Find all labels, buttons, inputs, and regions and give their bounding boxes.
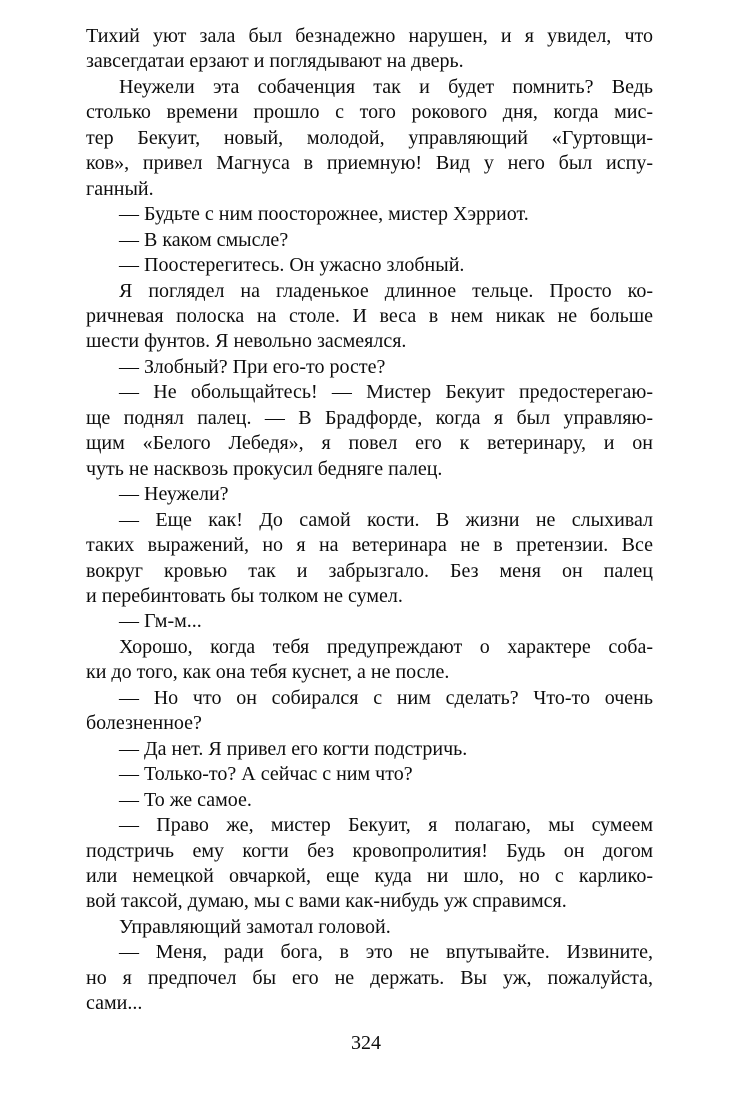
text-line: ричневая полоска на столе. И веса в нем никак не больше bbox=[86, 304, 653, 327]
text-line: Хорошо, когда тебя предупреждают о характере соба- bbox=[119, 635, 653, 658]
text-line: подстричь ему когти без кровопролития! Будь он догом bbox=[86, 839, 653, 862]
text-line: — Неужели? bbox=[119, 483, 229, 506]
text-line: но я предпочел бы его не держать. Вы уж, пожалуйста, bbox=[86, 966, 653, 989]
text-line: ганный. bbox=[86, 177, 154, 200]
text-line: ков», привел Магнуса в приемную! Вид у него был испу- bbox=[86, 152, 653, 175]
text-line: — Но что он собирался с ним сделать? Что-то очень bbox=[119, 686, 653, 709]
text-line: ки до того, как она тебя куснет, а не после. bbox=[86, 661, 450, 684]
text-line: — Не обольщайтесь! — Мистер Бекуит предостерегаю- bbox=[119, 381, 653, 404]
text-line: Управляющий замотал головой. bbox=[119, 915, 391, 938]
text-line: шести фунтов. Я невольно засмеялся. bbox=[86, 330, 407, 353]
text-line: тер Бекуит, новый, молодой, управляющий «Гуртовщи- bbox=[86, 126, 653, 149]
text-line: болезненное? bbox=[86, 712, 202, 735]
text-line: — Меня, ради бога, в это не впутывайте. Извините, bbox=[119, 941, 653, 964]
text-line: Неужели эта собаченция так и будет помнить? Ведь bbox=[119, 75, 653, 98]
text-line: вокруг кровью так и забрызгало. Без меня он палец bbox=[86, 559, 653, 582]
text-line: Я поглядел на гладенькое длинное тельце. Просто ко- bbox=[119, 279, 653, 302]
text-line: — То же самое. bbox=[119, 788, 252, 811]
text-line: — Злобный? При его-то росте? bbox=[119, 355, 386, 378]
page-number: 324 bbox=[351, 1032, 381, 1054]
text-line: — В каком смысле? bbox=[119, 228, 289, 251]
text-line: и перебинтовать бы толком не сумел. bbox=[86, 584, 403, 607]
text-line: — Право же, мистер Бекуит, я полагаю, мы сумеем bbox=[119, 814, 653, 837]
text-line: — Только-то? А сейчас с ним что? bbox=[119, 763, 413, 786]
text-line: — Еще как! До самой кости. В жизни не слыхивал bbox=[119, 508, 653, 531]
text-line: — Гм-м... bbox=[119, 610, 202, 633]
text-line: щим «Белого Лебедя», я повел его к ветеринару, и он bbox=[86, 432, 653, 455]
text-line: таких выражений, но я на ветеринара не в претензии. Все bbox=[86, 534, 653, 557]
text-line: завсегдатаи ерзают и поглядывают на дверь. bbox=[86, 50, 464, 73]
text-line: — Поостерегитесь. Он ужасно злобный. bbox=[119, 254, 465, 277]
text-line: Тихий уют зала был безнадежно нарушен, и я увидел, что bbox=[86, 25, 653, 47]
text-line: или немецкой овчаркой, еще куда ни шло, но с карлико- bbox=[86, 864, 653, 887]
text-line: — Да нет. Я привел его когти подстричь. bbox=[119, 737, 468, 760]
text-line: — Будьте с ним поосторожнее, мистер Хэрриот. bbox=[119, 203, 529, 226]
text-line: ще поднял палец. — В Брадфорде, когда я был управляю- bbox=[86, 406, 653, 429]
text-line: чуть не насквозь прокусил бедняге палец. bbox=[86, 457, 443, 480]
text-line: сами... bbox=[86, 992, 143, 1015]
text-line: столько времени прошло с того рокового дня, когда мис- bbox=[86, 101, 653, 124]
text-line: вой таксой, думаю, мы с вами как-нибудь уж справимся. bbox=[86, 890, 567, 913]
text-block bbox=[86, 24, 653, 1017]
